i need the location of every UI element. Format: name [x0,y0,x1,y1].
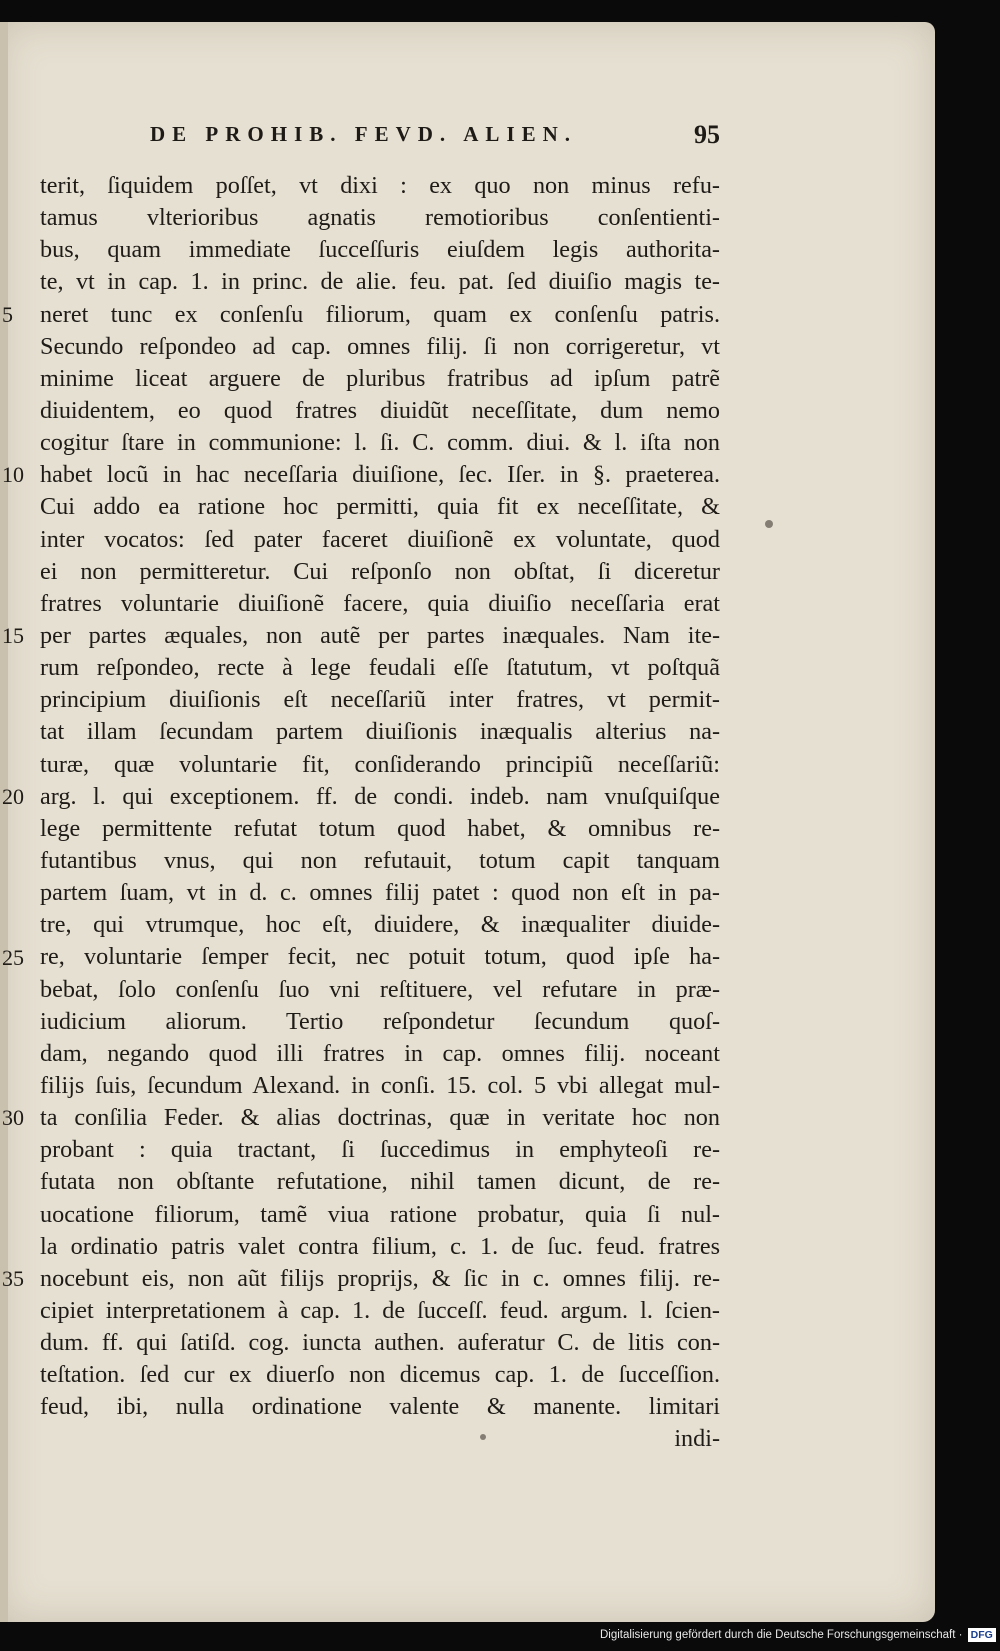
text-line: dam, negando quod illi fratres in cap. omnes filij. noceant [40,1039,720,1067]
text-line: probant : quia tractant, ſi ſuccedimus in emphyteoſi re- [40,1136,720,1164]
ink-speck [765,520,773,528]
text-line: teſtation. ſed cur ex diuerſo non dicemus cap. 1. de ſucceſſion. [40,1361,720,1389]
text-line: Secundo reſpondeo ad cap. omnes filij. ſi non corrigeretur, vt [40,332,720,360]
margin-line-number: 25 [2,944,24,970]
margin-line-number: 35 [2,1266,24,1292]
text-line: tat illam ſecundam partem diuiſionis inæqualis alterius na- [40,718,720,746]
text-line: futantibus vnus, qui non refutauit, totum capit tanquam [40,846,720,874]
text-line: rum reſpondeo, recte à lege feudali eſſe ſtatutum, vt poſtquã [40,654,720,682]
text-line: re, voluntarie ſemper fecit, nec potuit totum, quod ipſe ha- [40,943,720,971]
text-line: arg. l. qui exceptionem. ff. de condi. indeb. nam vnuſquiſque [40,782,720,810]
text-line: fratres voluntarie diuiſionẽ facere, quia diuiſio neceſſaria erat [40,589,720,617]
text-line: habet locũ in hac neceſſaria diuiſione, ſec. Iſer. in §. praeterea. [40,461,720,489]
body-text [40,170,720,1456]
text-line: nocebunt eis, non aũt filijs proprijs, & ſic in c. omnes filij. re- [40,1264,720,1292]
text-line: terit, ſiquidem poſſet, vt dixi : ex quo non minus refu- [40,172,720,199]
text-line: cogitur ſtare in communione: l. ſi. C. comm. diui. & l. iſta non [40,429,720,457]
text-line: ta conſilia Feder. & alias doctrinas, quæ in veritate hoc non [40,1104,720,1132]
text-line: futata non obſtante refutatione, nihil tamen dicunt, de re- [40,1168,720,1196]
text-line: Cui addo ea ratione hoc permitti, quia fit ex neceſſitate, & [40,493,720,521]
text-line: la ordinatio patris valet contra filium, c. 1. de ſuc. feud. fratres [40,1232,720,1260]
margin-line-number: 15 [2,623,24,649]
text-line: indi- [674,1425,720,1453]
text-line: lege permittente refutat totum quod habet, & omnibus re- [40,814,720,842]
text-line: cipiet interpretationem à cap. 1. de ſucceſſ. feud. argum. l. ſcien- [40,1296,720,1324]
book-page [0,22,935,1622]
dfg-logo: DFG [968,1628,996,1642]
digitization-credit [600,1628,994,1644]
text-line: tre, qui vtrumque, hoc eſt, diuidere, & inæqualiter diuide- [40,911,720,939]
text-line: feud, ibi, nulla ordinatione valente & manente. limitari [40,1393,720,1421]
text-line: te, vt in cap. 1. in princ. de alie. feu. pat. ſed diuiſio magis te- [40,268,720,296]
text-line: iudicium aliorum. Tertio reſpondetur ſecundum quoſ- [40,1007,720,1035]
text-line: minime liceat arguere de pluribus fratribus ad ipſum patrẽ [40,364,720,392]
text-line: tamus vlterioribus agnatis remotioribus conſentienti- [40,204,720,232]
text-line: uocatione filiorum, tamẽ viua ratione probatur, quia ſi nul- [40,1200,720,1228]
running-title: DE PROHIB. FEVD. ALIEN. [150,122,578,146]
text-line: partem ſuam, vt in d. c. omnes filij patet : quod non eſt in pa- [40,879,720,907]
text-line: turæ, quæ voluntarie fit, conſiderando principiũ neceſſariũ: [40,750,720,778]
folio-number: 95 [694,120,720,149]
page-edge [0,22,8,1622]
margin-line-number: 20 [2,783,24,809]
text-line: per partes æquales, non autẽ per partes inæquales. Nam ite- [40,621,720,649]
text-line: diuidentem, eo quod fratres diuidũt neceſſitate, dum nemo [40,396,720,424]
text-line: filijs ſuis, ſecundum Alexand. in conſi. 15. col. 5 vbi allegat mul- [40,1071,720,1099]
text-line: bebat, ſolo conſenſu ſuo vni reſtituere, vel refutare in præ- [40,975,720,1003]
text-line: inter vocatos: ſed pater faceret diuiſionẽ ex voluntate, quod [40,525,720,553]
ink-speck [480,1434,486,1440]
credit-text: Digitalisierung gefördert durch die Deutsche Forschungsgemeinschaft · [600,1629,963,1641]
text-line: principium diuiſionis eſt neceſſariũ inter fratres, vt permit- [40,686,720,714]
text-line: ei non permitteretur. Cui reſponſo non obſtat, ſi diceretur [40,557,720,585]
margin-line-number: 10 [2,462,24,488]
text-line: neret tunc ex conſenſu filiorum, quam ex conſenſu patris. [40,300,720,328]
text-line: dum. ff. qui ſatiſd. cog. iuncta authen. auferatur C. de litis con- [40,1329,720,1357]
margin-line-number: 5 [2,301,13,327]
margin-line-number: 30 [2,1105,24,1131]
text-line: bus, quam immediate ſucceſſuris eiuſdem legis authorita- [40,236,720,264]
